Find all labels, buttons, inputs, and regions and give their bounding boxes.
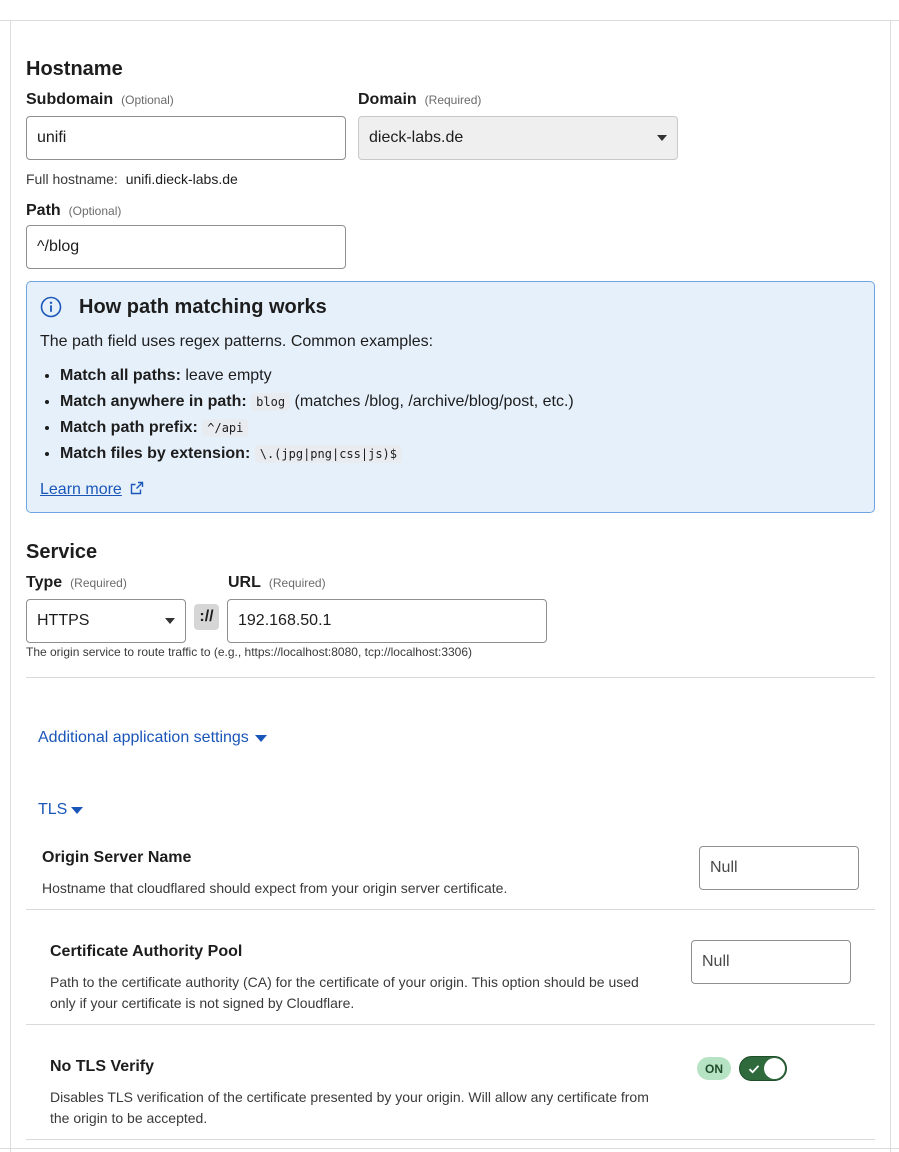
url-value: 192.168.50.1 [238, 612, 332, 629]
frame-right-border [890, 21, 891, 1152]
subdomain-label-text: Subdomain [26, 91, 114, 108]
origin-server-name-input[interactable] [699, 846, 859, 890]
domain-hint: (Required) [424, 93, 482, 107]
additional-settings-label: Additional application settings [38, 729, 249, 746]
origin-server-name-placeholder: Null [710, 859, 738, 876]
service-help-text: The origin service to route traffic to (e.g., https://localhost:8080, tcp://localhost:3306) [26, 645, 473, 659]
external-link-icon [130, 481, 144, 495]
path-value: ^/blog [37, 238, 80, 255]
list-item [60, 441, 860, 467]
url-label [228, 574, 326, 592]
caret-down-icon [71, 807, 83, 814]
ca-pool-title: Certificate Authority Pool [50, 943, 243, 960]
frame-left-border [10, 21, 11, 1152]
example-code: \.(jpg|png|css|js)$ [255, 445, 402, 463]
full-hostname [26, 171, 238, 187]
example-term: Match files by extension: [60, 445, 251, 462]
frame-top-border [0, 20, 899, 21]
path-label [26, 202, 121, 220]
chevron-down-icon [165, 618, 175, 624]
caret-down-icon [255, 735, 267, 742]
no-tls-verify-toggle[interactable] [739, 1056, 787, 1081]
full-hostname-value: unifi.dieck-labs.de [125, 171, 238, 187]
list-item [60, 363, 860, 389]
tls-label: TLS [38, 801, 68, 818]
list-item [60, 389, 860, 415]
path-hint: (Optional) [68, 204, 122, 218]
hostname-heading: Hostname [26, 58, 123, 80]
ca-pool-desc: Path to the certificate authority (CA) for the certificate of your origin. This option should be used only if your certificate is not signed by Cloudflare. [50, 974, 639, 1011]
divider [26, 909, 875, 910]
service-heading: Service [26, 541, 98, 563]
toggle-knob [764, 1058, 785, 1079]
example-text: leave empty [185, 367, 272, 384]
tls-toggle[interactable] [38, 801, 83, 819]
type-label-text: Type [26, 574, 63, 591]
path-examples-list [40, 363, 860, 467]
no-tls-verify-desc: Disables TLS verification of the certificate presented by your origin. Will allow any certificate from the origin to be accepted. [50, 1089, 649, 1126]
path-info-title: How path matching works [79, 296, 327, 318]
type-hint: (Required) [70, 576, 127, 590]
subdomain-value: unifi [37, 129, 67, 146]
example-term: Match path prefix: [60, 419, 198, 436]
path-input[interactable] [26, 225, 346, 269]
divider [26, 1024, 875, 1025]
ca-pool-placeholder: Null [702, 953, 730, 970]
type-select[interactable] [26, 599, 186, 643]
type-value: HTTPS [37, 612, 90, 629]
additional-settings-toggle[interactable] [38, 729, 267, 747]
type-label [26, 574, 127, 592]
ca-pool-input[interactable] [691, 940, 851, 984]
url-hint: (Required) [268, 576, 326, 590]
example-code: blog [251, 393, 290, 411]
path-info-box [26, 281, 875, 513]
subdomain-hint: (Optional) [121, 93, 174, 107]
learn-more-link[interactable] [40, 481, 144, 499]
example-text: (matches /blog, /archive/blog/post, etc.) [294, 393, 574, 410]
example-code: ^/api [202, 419, 248, 437]
list-item [60, 415, 860, 441]
example-term: Match anywhere in path: [60, 393, 247, 410]
frame-bottom-border [0, 1148, 899, 1149]
full-hostname-label: Full hostname: [26, 171, 118, 187]
no-tls-verify-title: No TLS Verify [50, 1058, 155, 1075]
domain-value: dieck-labs.de [369, 129, 464, 146]
domain-label-text: Domain [358, 91, 417, 108]
subdomain-label [26, 91, 174, 109]
url-label-text: URL [228, 574, 261, 591]
origin-server-name-title: Origin Server Name [42, 849, 192, 866]
subdomain-input[interactable] [26, 116, 346, 160]
check-icon [748, 1063, 760, 1075]
origin-server-name-desc: Hostname that cloudflared should expect from your origin server certificate. [42, 880, 508, 896]
divider [26, 1139, 875, 1140]
url-input[interactable] [227, 599, 547, 643]
learn-more-text: Learn more [40, 481, 122, 498]
toggle-state-badge: ON [697, 1057, 731, 1080]
domain-label [358, 91, 481, 109]
path-info-intro: The path field uses regex patterns. Common examples: [40, 333, 434, 350]
path-label-text: Path [26, 202, 61, 219]
domain-select[interactable] [358, 116, 678, 160]
scheme-separator: :// [194, 604, 219, 630]
info-icon [40, 296, 62, 318]
divider [26, 677, 875, 678]
chevron-down-icon [657, 135, 667, 141]
example-term: Match all paths: [60, 367, 181, 384]
